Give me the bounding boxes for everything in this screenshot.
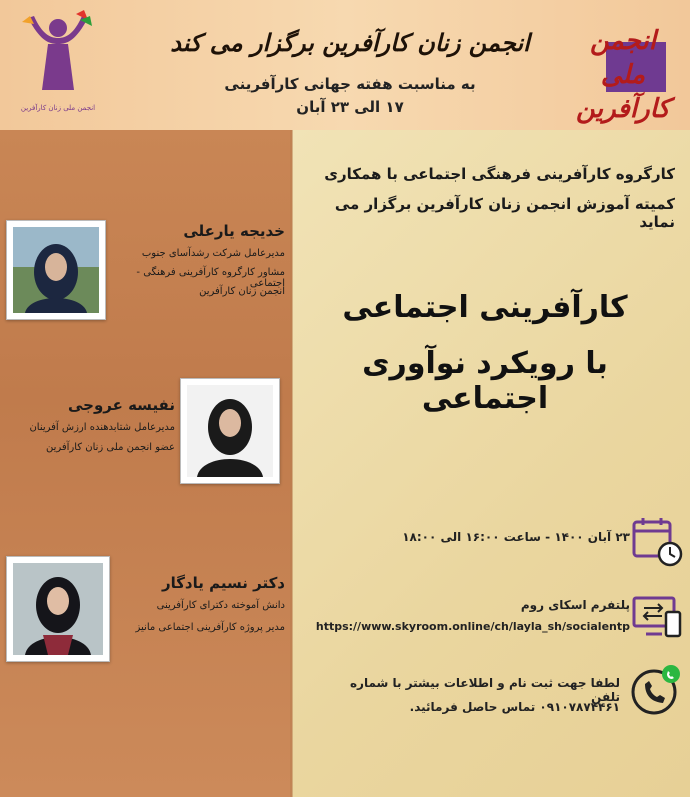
- speaker-2-role-2: عضو انجمن ملی زنان کارآفرین: [45, 442, 175, 453]
- platform-label: پلتفرم اسکای روم: [520, 598, 630, 612]
- phone-whatsapp-icon: [630, 664, 682, 716]
- occasion-subtitle: به مناسبت هفته جهانی کارآفرینی: [224, 75, 476, 93]
- register-instructions: لطفا جهت ثبت نام و اطلاعات بیشتر با شماره تلفن: [349, 676, 620, 704]
- speaker-3-role-2: مدیر پروژه کارآفرینی اجتماعی مانیز: [135, 622, 285, 633]
- panel-divider: [290, 130, 293, 797]
- calendar-clock-icon: [632, 516, 684, 568]
- occasion-dates: ۱۷ الی ۲۳ آبان: [296, 98, 404, 116]
- speaker-1-role-2: مشاور کارگروه کارآفرینی فرهنگی - اجتماعی: [136, 267, 285, 289]
- organizer-title: انجمن زنان کارآفرین برگزار می کند: [170, 28, 530, 57]
- speaker-photo-2: [180, 378, 280, 484]
- speaker-photo-1: [6, 220, 106, 320]
- portrait-2-icon: [187, 385, 273, 477]
- event-title-line-2: با رویکرد نوآوری اجتماعی: [362, 346, 608, 416]
- logo-text: انجمن ملی کارآفرین: [576, 26, 670, 124]
- speaker-1-name: خدیجه یارعلی: [183, 222, 285, 240]
- logo-caption: انجمن ملی زنان کارآفرین: [20, 104, 96, 112]
- speaker-1-role-3: انجمن زنان کارآفرین: [199, 286, 285, 297]
- intro-line-2: کمیته آموزش انجمن زنان کارآفرین برگزار می نماید: [334, 195, 675, 231]
- speaker-3-name: دکتر نسیم یادگار: [161, 574, 285, 592]
- portrait-3-icon: [13, 563, 103, 655]
- speaker-2-name: نفیسه عروجی: [67, 396, 175, 414]
- phone-number-line: ۰۹۱۰۷۸۷۴۴۶۱ تماس حاصل فرمائید.: [409, 700, 620, 714]
- speaker-photo-3: [6, 556, 110, 662]
- online-platform-icon: [632, 596, 682, 640]
- event-title-line-1: کارآفرینی اجتماعی: [342, 290, 628, 325]
- women-entrepreneurs-logo: [18, 10, 98, 120]
- portrait-1-icon: [13, 227, 99, 313]
- national-entrepreneur-logo: [568, 12, 678, 124]
- speaker-1-role-1: مدیرعامل شرکت رشدآسای جنوب: [141, 248, 285, 259]
- speaker-2-role-1: مدیرعامل شتابدهنده ارزش آفرینان: [29, 422, 175, 433]
- skyroom-link[interactable]: https://www.skyroom.online/ch/layla_sh/socialentp: [315, 620, 630, 633]
- intro-line-1: کارگروه کارآفرینی فرهنگی اجتماعی با همکاری: [324, 165, 675, 183]
- event-datetime: ۲۳ آبان ۱۴۰۰ - ساعت ۱۶:۰۰ الی ۱۸:۰۰: [402, 530, 630, 544]
- speaker-3-role-1: دانش آموخته دکترای کارآفرینی: [156, 600, 285, 611]
